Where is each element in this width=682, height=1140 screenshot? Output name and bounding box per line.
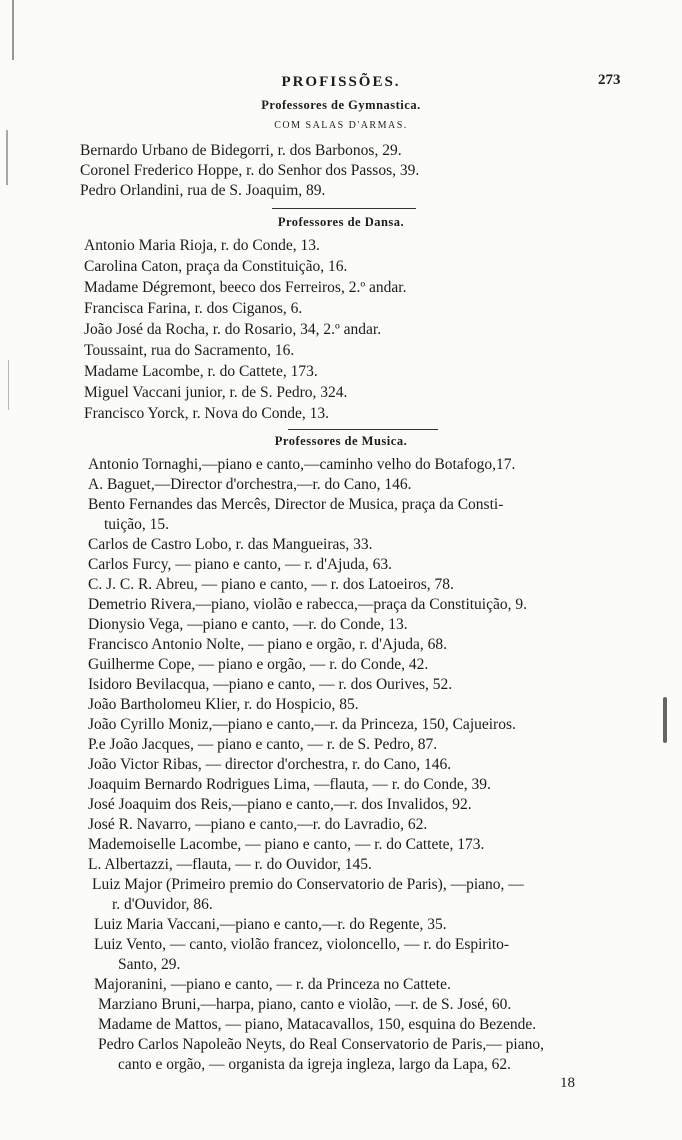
list-item: Carlos de Castro Lobo, r. das Mangueiras, 33. <box>88 536 373 553</box>
list-item-continuation: r. d'Ouvidor, 86. <box>112 896 213 913</box>
list-item-continuation: tuição, 15. <box>104 516 169 533</box>
section-title-gymnastica: Professores de Gymnastica. <box>261 98 421 112</box>
list-item: Carlos Furcy, — piano e canto, — r. d'Ajuda, 63. <box>88 556 392 573</box>
section-title-musica: Professores de Musica. <box>274 434 408 448</box>
list-item: João Bartholomeu Klier, r. do Hospicio, 85. <box>88 696 359 713</box>
section-subtitle-gymnastica: COM SALAS D'ARMAS. <box>274 120 408 131</box>
list-item: Toussaint, rua do Sacramento, 16. <box>84 342 295 359</box>
list-item: José Joaquim dos Reis,—piano e canto,—r. dos Invalidos, 92. <box>88 796 472 813</box>
list-item: L. Albertazzi, —flauta, — r. do Ouvidor, 145. <box>88 856 372 873</box>
list-item-continuation: canto e orgão, — organista da igreja ingleza, largo da Lapa, 62. <box>118 1056 511 1073</box>
running-head <box>0 68 682 94</box>
list-item-continuation: Santo, 29. <box>118 956 181 973</box>
list-item: Francisca Farina, r. dos Ciganos, 6. <box>84 300 303 317</box>
list-item: Carolina Caton, praça da Constituição, 16. <box>84 258 348 275</box>
margin-mark-mid <box>6 130 8 185</box>
list-item: Madame Lacombe, r. do Cattete, 173. <box>84 363 318 380</box>
margin-mark-right <box>663 697 667 743</box>
list-item: P.e João Jacques, — piano e canto, — r. de S. Pedro, 87. <box>88 736 438 753</box>
signature-mark: 18 <box>560 1075 575 1091</box>
section-divider <box>272 208 416 209</box>
list-item: Demetrio Rivera,—piano, violão e rabecca,—praça da Constituição, 9. <box>88 596 528 613</box>
margin-mark-top <box>12 0 14 60</box>
list-item: Miguel Vaccani junior, r. de S. Pedro, 324. <box>84 384 348 401</box>
list-item: João Cyrillo Moniz,—piano e canto,—r. da Princeza, 150, Cajueiros. <box>88 716 516 733</box>
list-item: José R. Navarro, —piano e canto,—r. do Lavradio, 62. <box>88 816 428 833</box>
list-item: Francisco Yorck, r. Nova do Conde, 13. <box>84 405 329 422</box>
margin-mark-low <box>8 360 9 410</box>
running-title: PROFISSÕES. <box>281 74 401 90</box>
list-item: Madame de Mattos, — piano, Matacavallos, 150, esquina do Bezende. <box>98 1016 537 1033</box>
list-item: Majoranini, —piano e canto, — r. da Princeza no Cattete. <box>94 976 451 993</box>
list-item: Coronel Frederico Hoppe, r. do Senhor dos Passos, 39. <box>80 162 420 179</box>
list-item: Mademoiselle Lacombe, — piano e canto, — r. do Cattete, 173. <box>88 836 485 853</box>
list-item: Luiz Major (Primeiro premio do Conservatorio de Paris), —piano, — <box>92 876 524 893</box>
list-item: Francisco Antonio Nolte, — piano e orgão, r. d'Ajuda, 68. <box>88 636 447 653</box>
list-item: João José da Rocha, r. do Rosario, 34, 2.º andar. <box>84 321 382 338</box>
list-item: Pedro Carlos Napoleão Neyts, do Real Conservatorio de Paris,— piano, <box>98 1036 544 1053</box>
section-title-dansa: Professores de Dansa. <box>277 215 405 229</box>
page-number: 273 <box>598 72 621 88</box>
list-item: Bento Fernandes das Mercês, Director de Musica, praça da Consti- <box>88 496 504 513</box>
list-item: Joaquim Bernardo Rodrigues Lima, —flauta, — r. do Conde, 39. <box>88 776 491 793</box>
list-item: Antonio Tornaghi,—piano e canto,—caminho velho do Botafogo,17. <box>88 456 516 473</box>
list-item: Luiz Vento, — canto, violão francez, violoncello, — r. do Espirito- <box>94 936 510 953</box>
list-item: Pedro Orlandini, rua de S. Joaquim, 89. <box>80 182 326 199</box>
list-item: Guilherme Cope, — piano e orgão, — r. do Conde, 42. <box>88 656 429 673</box>
list-item: Isidoro Bevilacqua, —piano e canto, — r. dos Ourives, 52. <box>88 676 453 693</box>
list-item: Marziano Bruni,—harpa, piano, canto e violão, —r. de S. José, 60. <box>98 996 512 1013</box>
section-divider <box>288 429 438 430</box>
list-item: Bernardo Urbano de Bidegorri, r. dos Barbonos, 29. <box>80 142 402 159</box>
list-item: A. Baguet,—Director d'orchestra,—r. do Cano, 146. <box>88 476 412 493</box>
list-item: Madame Dégremont, beeco dos Ferreiros, 2.º andar. <box>84 279 407 296</box>
list-item: Dionysio Vega, —piano e canto, —r. do Conde, 13. <box>88 616 408 633</box>
list-item: João Victor Ribas, — director d'orchestra, r. do Cano, 146. <box>88 756 452 773</box>
list-item: Antonio Maria Rioja, r. do Conde, 13. <box>84 237 320 254</box>
list-item: C. J. C. R. Abreu, — piano e canto, — r. dos Latoeiros, 78. <box>88 576 454 593</box>
list-item: Luiz Maria Vaccani,—piano e canto,—r. do Regente, 35. <box>94 916 447 933</box>
